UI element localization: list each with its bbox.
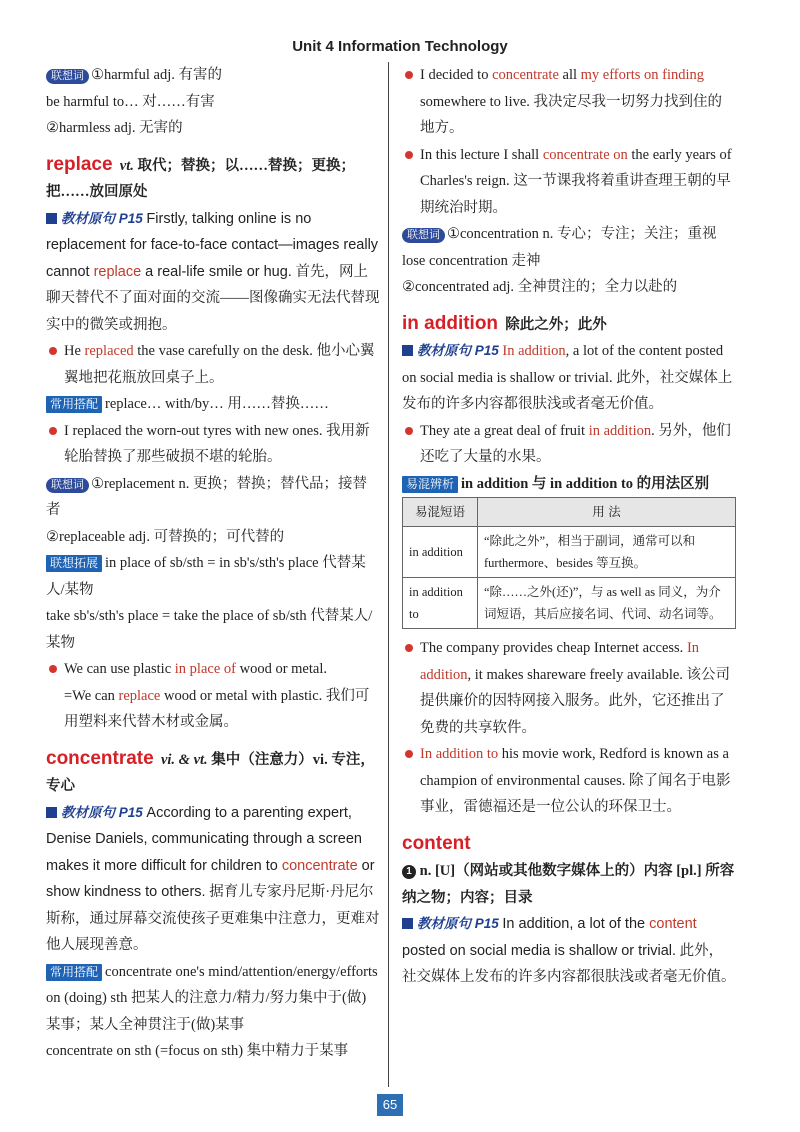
lianxiang-tag: 联想词 xyxy=(402,228,445,243)
table-cell: “除……之外(还)”，与 as well as 同义，为介词短语，其后应接名词、代词、动名词等。 xyxy=(478,578,736,629)
replace-extension-1: 联想拓展 in place of sb/sth = in sb's/sth's place 代替某人/某物 xyxy=(46,555,366,598)
bullet-icon xyxy=(405,644,413,652)
replace-entry: replace vt. 取代；替换；以……替换；更换；把……放回原处 xyxy=(46,153,356,200)
source-icon xyxy=(46,807,57,818)
concentrate-source: 教材原句 P15 According to a parenting expert, Denise Daniels, communicating through a screen makes it more difficult for children to concentrate or show kindness to others. 据育儿专家丹尼斯·丹尼尔斯称，通过屏幕交流使孩子更难集中注意力，更难对他人展现善意。 xyxy=(46,804,380,953)
replace-extension-2: take sb's/sth's place = take the place of sb/sth 代替某人/某物 xyxy=(46,608,373,651)
headword-content: content xyxy=(402,832,471,854)
table-row xyxy=(403,578,736,629)
yihun-tag: 易混辨析 xyxy=(402,476,458,493)
bullet-icon xyxy=(49,347,57,355)
replace-example-1: He replaced the vase carefully on the desk. 他小心翼翼地把花瓶放回桌子上。 xyxy=(46,338,380,391)
sense-number-icon: 1 xyxy=(402,865,416,879)
replace-example-3: We can use plastic in place of wood or metal. =We can replace wood or metal with plastic. 我们可用塑料来代替木材或金属。 xyxy=(46,656,380,736)
bullet-icon xyxy=(405,151,413,159)
page-number: 65 xyxy=(377,1094,403,1116)
replace-related-2: ②replaceable adj. 可替换的；可代替的 xyxy=(46,528,285,545)
concentrate-related-1: 联想词 ①concentration n. 专心；专注；关注；重视 xyxy=(402,221,736,248)
lianxiang-tag: 联想词 xyxy=(46,478,89,493)
table-header: 易混短语 xyxy=(403,498,478,527)
content-definition: 1 n. [U]（网站或其他数字媒体上的）内容 [pl.] 所容纳之物；内容；目录 xyxy=(402,863,735,906)
left-column xyxy=(46,62,380,1065)
bullet-icon xyxy=(405,427,413,435)
harm-related-1: 联想词 ①harmful adj. 有害的 xyxy=(46,62,380,89)
in-addition-source: 教材原句 P15 In addition, a lot of the content posted on social media is shallow or trivial. 此外，社交媒体上发布的许多内容都很肤浅或者毫无价值。 xyxy=(402,343,733,412)
table-cell: “除此之外”，相当于副词，通常可以和 furthermore、besides 等互换。 xyxy=(478,527,736,578)
comparison-table xyxy=(402,497,736,629)
source-icon xyxy=(402,345,413,356)
in-addition-example-2: The company provides cheap Internet access. In addition, it makes shareware freely available. 该公司提供廉价的因特网接入服务。此外，它还推出了免费的共享软件。 xyxy=(402,635,736,741)
replace-related-1: 联想词 ①replacement n. 更换；替换；替代品；接替者 xyxy=(46,475,367,518)
concentrate-example-1: I decided to concentrate all my efforts on finding somewhere to live. 我决定尽我一切努力找到住的地方。 xyxy=(402,62,736,142)
source-icon xyxy=(46,213,57,224)
yihun-title: 易混辨析 in addition 与 in addition to 的用法区别 xyxy=(402,471,736,498)
concentrate-entry: concentrate vi. & vt. 集中（注意力）vi. 专注，专心 xyxy=(46,747,375,794)
bullet-icon xyxy=(405,71,413,79)
in-addition-example-3: In addition to his movie work, Redford is known as a champion of environmental causes. 除了闻名于电影事业，雷德福还是一位公认的环保卫士。 xyxy=(402,741,736,821)
concentrate-collocation: 常用搭配 concentrate one's mind/attention/energy/efforts on (doing) sth 把某人的注意力/精力/努力集中于(做)某事；某人全神贯注于(做)某事 xyxy=(46,963,378,1033)
content-source: 教材原句 P15 In addition, a lot of the content posted on social media is shallow or trivial. 此外，社交媒体上发布的许多内容都很肤浅或者毫无价值。 xyxy=(402,916,736,985)
concentrate-example-2: In this lecture I shall concentrate on the early years of Charles's reign. 这一节课我将着重讲查理王朝的早期统治时期。 xyxy=(402,142,736,222)
lianxiang-tuozhan-tag: 联想拓展 xyxy=(46,555,102,572)
bullet-icon xyxy=(49,427,57,435)
table-header: 用 法 xyxy=(478,498,736,527)
replace-example-2: I replaced the worn-out tyres with new ones. 我用新轮胎替换了那些破损不堪的轮胎。 xyxy=(46,418,380,471)
table-header-row xyxy=(403,498,736,527)
right-column xyxy=(402,62,736,991)
bullet-icon xyxy=(405,750,413,758)
headword-in-addition: in addition xyxy=(402,312,499,334)
page-header: Unit 4 Information Technology xyxy=(292,38,508,55)
replace-collocation: 常用搭配 replace… with/by… 用……替换…… xyxy=(46,391,380,418)
table-row xyxy=(403,527,736,578)
concentrate-related-2: ②concentrated adj. 全神贯注的；全力以赴的 xyxy=(402,279,678,295)
concentrate-collocation-2: concentrate on sth (=focus on sth) 集中精力于某事 xyxy=(46,1043,349,1059)
headword-replace: replace xyxy=(46,153,113,175)
table-cell: in addition to xyxy=(403,578,478,629)
harm-related-3: ②harmless adj. 无害的 xyxy=(46,120,183,136)
replace-source: 教材原句 P15 Firstly, talking online is no replacement for face-to-face contact—images really cannot replace a real-life smile or hug. 首先，网上聊天替代不了面对面的交流——图像确实无法代替现实中的微笑或拥抱。 xyxy=(46,210,380,333)
bullet-icon xyxy=(49,665,57,673)
table-cell: in addition xyxy=(403,527,478,578)
harm-related-2: be harmful to… 对……有害 xyxy=(46,93,215,110)
source-icon xyxy=(402,918,413,929)
in-addition-example-1: They ate a great deal of fruit in addition. 另外，他们还吃了大量的水果。 xyxy=(402,418,736,471)
headword-concentrate: concentrate xyxy=(46,747,154,769)
in-addition-entry: in addition 除此之外；此外 xyxy=(402,312,607,334)
changyong-tag: 常用搭配 xyxy=(46,964,102,981)
concentrate-related-1b: lose concentration 走神 xyxy=(402,252,541,269)
lianxiang-tag: 联想词 xyxy=(46,69,89,84)
column-divider xyxy=(388,62,389,1087)
content-entry xyxy=(402,831,736,859)
changyong-tag: 常用搭配 xyxy=(46,396,102,413)
